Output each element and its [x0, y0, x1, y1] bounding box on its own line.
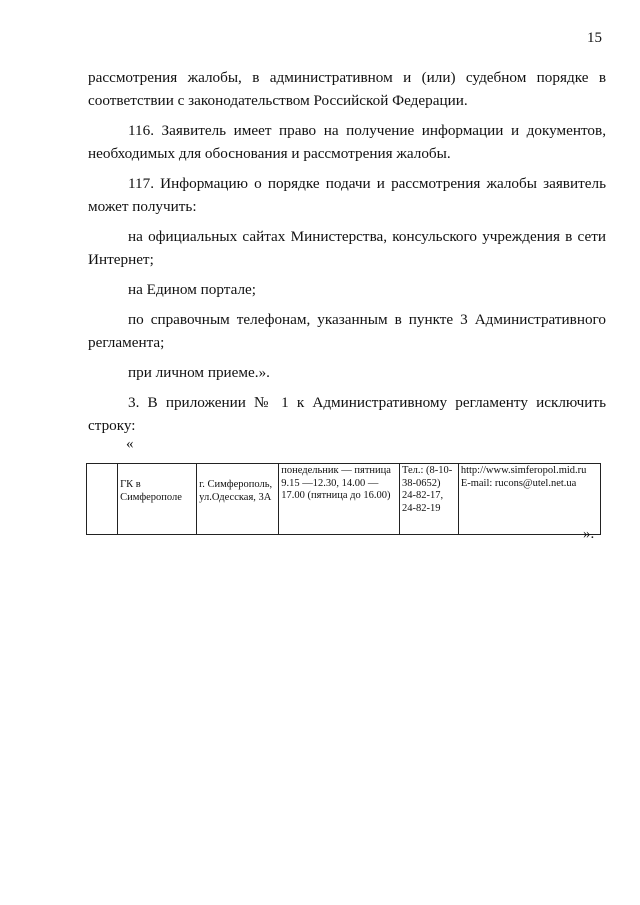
- table-cell-number: [87, 464, 118, 535]
- table-cell-address: г. Симферополь, ул.Одесская, 3А: [197, 464, 279, 535]
- excluded-table-row: [86, 463, 601, 535]
- table-cell-phone: Тел.: (8-10-38-0652) 24-82-17, 24-82-19: [399, 464, 458, 535]
- paragraph-single-portal: на Едином портале;: [128, 281, 256, 298]
- paragraph-appendix-change: 3. В приложении № 1 к Административному регламенту исключить строку:: [88, 394, 606, 434]
- table-cell-office: ГК в Симферополе: [118, 464, 197, 535]
- paragraph-116: 116. Заявитель имеет право на получение информации и документов, необходимых для обоснования и рассмотрения жалобы.: [88, 122, 606, 162]
- paragraph-official-sites: на официальных сайтах Министерства, консульского учреждения в сети Интернет;: [88, 228, 606, 268]
- paragraph-phones: по справочным телефонам, указанным в пункте 3 Административного регламента;: [88, 311, 606, 351]
- opening-quote: «: [126, 436, 134, 452]
- paragraph-continuation: рассмотрения жалобы, в административном и (или) судебном порядке в соответствии с законодательством Российской Федерации.: [88, 69, 606, 109]
- page-number: 15: [587, 30, 602, 46]
- paragraph-personal-reception: при личном приеме.».: [128, 364, 270, 381]
- table-row: [87, 464, 601, 535]
- paragraph-117: 117. Информацию о порядке подачи и рассмотрения жалобы заявитель может получить:: [88, 175, 606, 215]
- document-body: [88, 66, 606, 444]
- table-cell-contacts: http://www.simferopol.mid.ru E-mail: rucons@utel.net.ua: [458, 464, 600, 535]
- table-cell-hours: понедельник — пятница 9.15 —12.30, 14.00 — 17.00 (пятница до 16.00): [279, 464, 400, 535]
- closing-quote: ».: [583, 526, 595, 542]
